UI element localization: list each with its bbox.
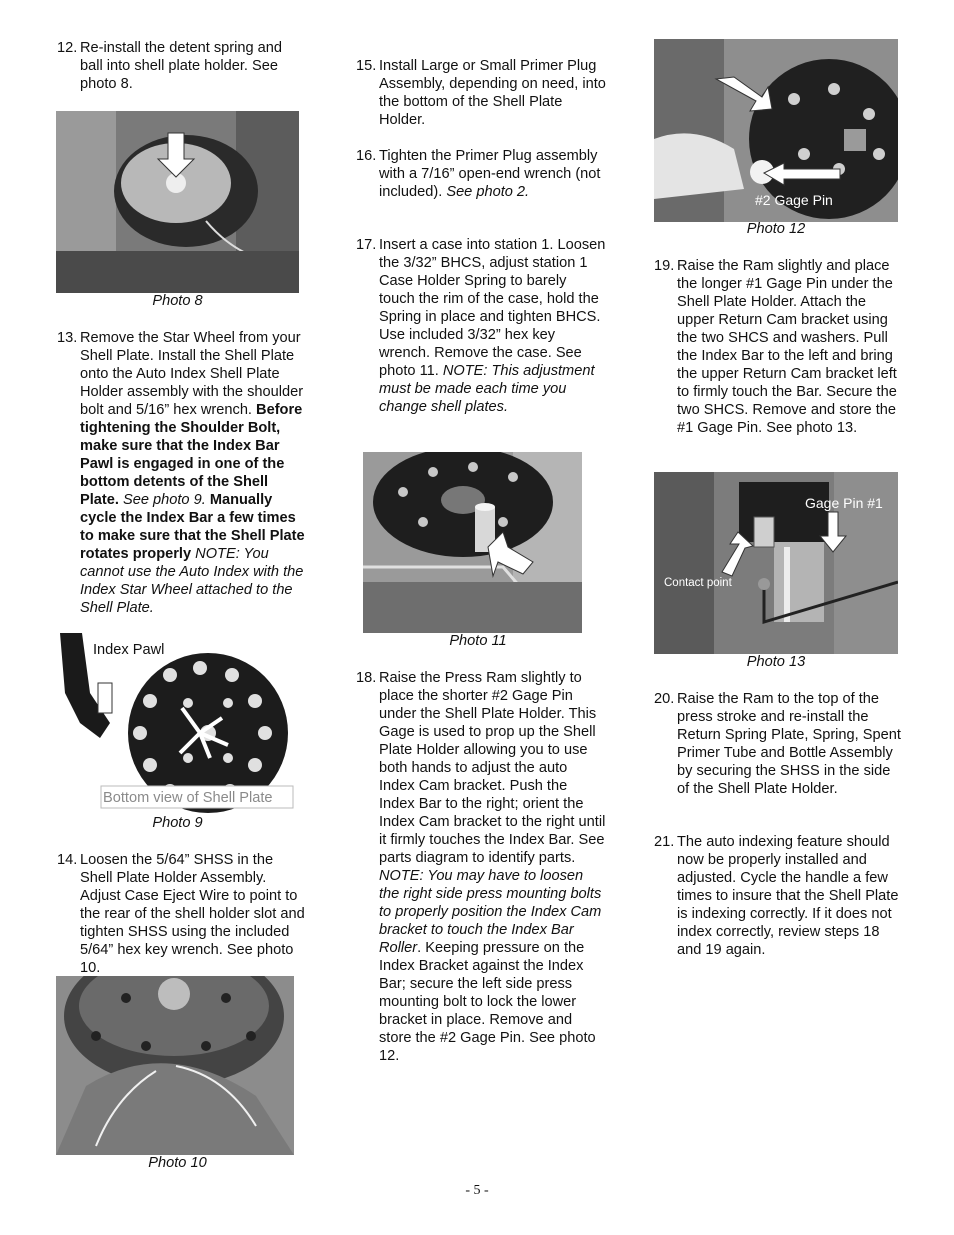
- step-21: [654, 833, 904, 959]
- step-text: Install Large or Small Primer Plug Assembly, depending on need, into the bottom of the Shell Plate Holder.: [379, 58, 606, 128]
- photo-10-caption: Photo 10: [148, 1155, 207, 1171]
- step-text: [80, 329, 305, 617]
- page-number: - 5 -: [465, 1183, 489, 1198]
- step-number: 13.: [57, 330, 78, 346]
- photo-8-caption: Photo 8: [152, 293, 203, 309]
- gage-pin-2-label: #2 Gage Pin: [755, 192, 833, 208]
- step-text-part: . Keeping pressure on the Index Bracket against the Index Bar; secure the left side press mounting bolt to lock the lower bracket in place. Remove and store the #2 Gage Pin. See photo 12.: [379, 940, 596, 1064]
- step-text-italic: NOTE: You cannot use the Auto Index with the Index Star Wheel attached to the Shell Plate.: [80, 546, 304, 616]
- step-text: Loosen the 5/64” SHSS in the Shell Plate Holder Assembly. Adjust Case Eject Wire to point to the rear of the shell holder slot and tighten SHSS using the included 5/64” hex key wrench. See photo 10.: [80, 852, 305, 976]
- step-number: 12.: [57, 40, 78, 56]
- step-number: 21.: [654, 834, 675, 850]
- step-text: Re-install the detent spring and ball into shell plate holder. See photo 8.: [80, 40, 283, 92]
- step-number: 18.: [356, 670, 377, 686]
- step-15: [356, 57, 606, 129]
- step-text: [379, 147, 606, 201]
- step-text-italic: NOTE: You may have to loosen the right side press mounting bolts to properly position the Index Cam bracket to touch the Index Bar Roller: [379, 868, 602, 956]
- step-text-bold: Manually cycle the Index Bar a few times to make sure that the Shell Plate rotates properly: [80, 492, 305, 562]
- step-number: 14.: [57, 852, 78, 868]
- step-text: [379, 669, 606, 1065]
- step-text-italic: See photo 2.: [442, 184, 530, 200]
- step-16: [356, 147, 606, 201]
- step-text-part: Tighten the Primer Plug assembly with a 7/16” open-end wrench (not included).: [379, 148, 601, 200]
- step-text-bold: Before tightening the Shoulder Bolt, make sure that the Index Bar Pawl is engaged in one of the bottom detents of the Shell Plate.: [80, 402, 303, 508]
- step-12: [57, 39, 305, 93]
- photo-9-caption: Photo 9: [152, 815, 203, 831]
- step-13: [57, 329, 305, 617]
- step-number: 16.: [356, 148, 377, 164]
- contact-point-label: Contact point: [664, 577, 732, 589]
- step-number: 15.: [356, 58, 377, 74]
- photo-9: [60, 633, 300, 813]
- step-text: Raise the Ram to the top of the press stroke and re-install the Return Spring Plate, Spring, Spent Primer Tube and Bottle Assembly by securing the SHSS in the side of the Shell Plate Holder.: [677, 691, 901, 797]
- step-text-italic: See photo 9.: [118, 492, 210, 508]
- step-text-part: Remove the Star Wheel from your Shell Plate. Install the Shell Plate onto the Auto Index Shell Plate Holder assembly with the shoulder bolt and 5/16” hex wrench.: [80, 330, 304, 418]
- photo-12-caption: Photo 12: [746, 221, 806, 237]
- step-17: [356, 236, 606, 416]
- step-text-part: Raise the Press Ram slightly to place the shorter #2 Gage Pin under the Shell Plate Holder. This Gage is used to prop up the Shell Plate Holder allowing you to use both hands to adjust the auto Index Cam bracket. Push the Index Bar to the right; orient the Index Cam bracket to the right until it firmly touches the Index Bar. See parts diagram to identify parts.: [379, 670, 606, 866]
- step-text: Raise the Ram slightly and place the longer #1 Gage Pin under the Shell Plate Holder. Attach the upper Return Cam bracket using the two SHCS and washers. Pull the Index Bar to the left and bring the upper Return Cam bracket left to firmly touch the Bar. Secure the two SHCS. Remove and store the #1 Gage Pin. See photo 13.: [677, 258, 897, 436]
- index-pawl-label: Index Pawl: [93, 642, 165, 658]
- step-14: [57, 851, 305, 977]
- photo-8: [56, 111, 299, 293]
- step-18: [356, 669, 606, 1065]
- photo-10: [56, 976, 294, 1155]
- photo-13-caption: Photo 13: [746, 654, 806, 670]
- photo-11-caption: Photo 11: [449, 633, 507, 649]
- step-text: The auto indexing feature should now be properly installed and adjusted. Cycle the handle a few times to insure that the Shell Plate is indexing correctly. If it does not index correctly, review steps 18 and 19 again.: [677, 834, 899, 958]
- step-text-italic: NOTE: This adjustment must be made each time you change shell plates.: [379, 363, 595, 415]
- photo-13: [654, 472, 898, 654]
- step-19: [654, 257, 904, 437]
- gage-pin-1-label: Gage Pin #1: [805, 495, 883, 511]
- step-text-part: Insert a case into station 1. Loosen the 3/32” BHCS, adjust station 1 Case Holder Spring to barely touch the rim of the case, hold the Spring in place and tighten BHCS. Use included 3/32” hex key wrench. Remove the case. See photo 11.: [379, 237, 606, 379]
- step-number: 17.: [356, 237, 377, 253]
- step-20: [654, 690, 904, 798]
- photo-11: [363, 452, 582, 633]
- step-number: 19.: [654, 258, 675, 274]
- bottom-view-label: Bottom view of Shell Plate: [103, 790, 273, 806]
- step-number: 20.: [654, 691, 675, 707]
- step-text: [379, 236, 606, 416]
- photo-12: [654, 39, 898, 222]
